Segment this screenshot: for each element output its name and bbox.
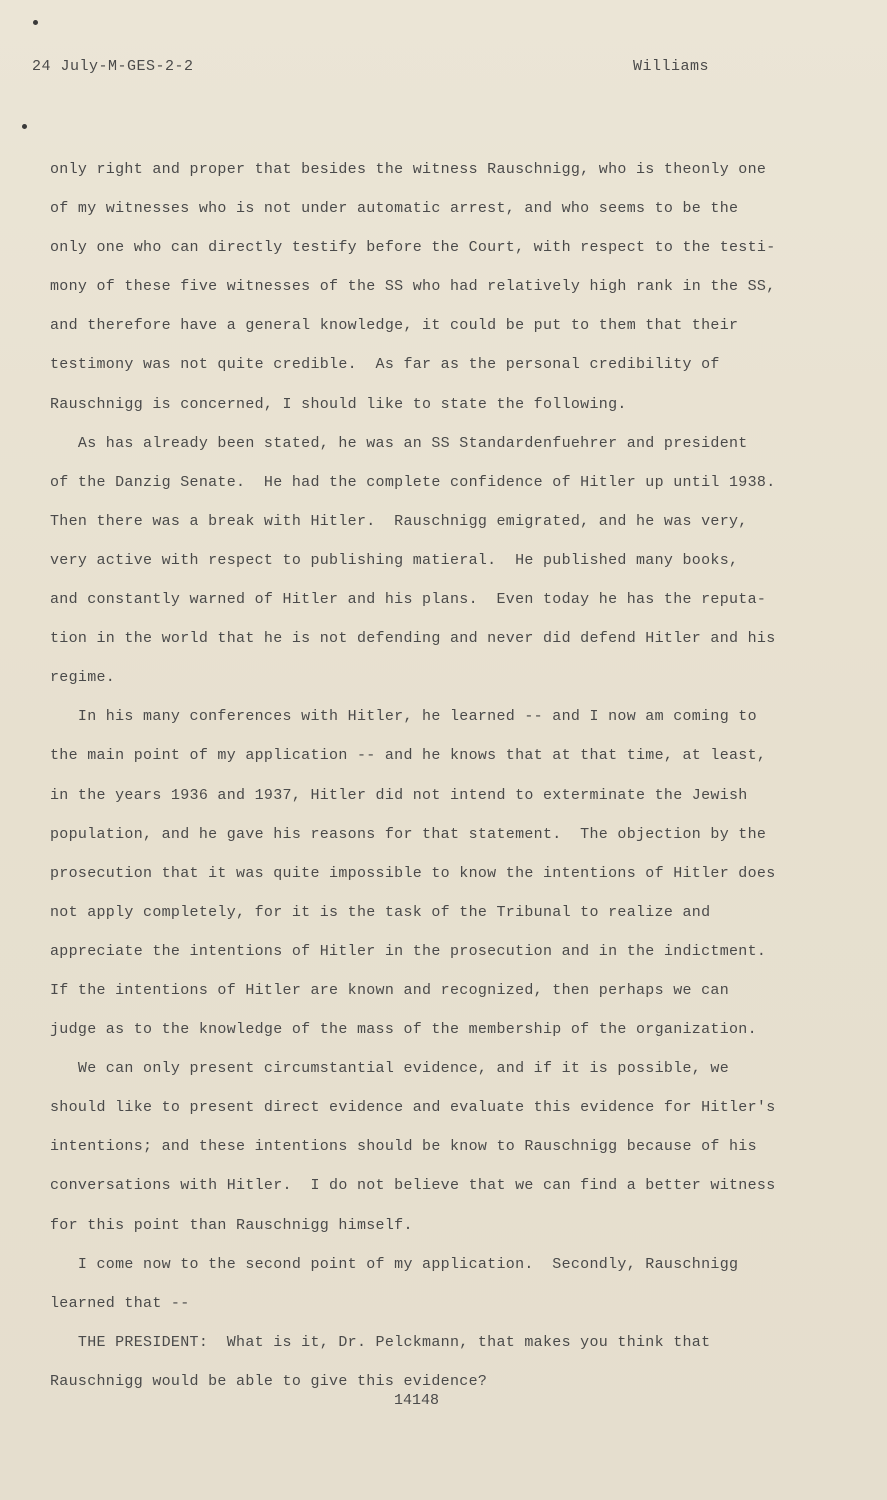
text-line: Then there was a break with Hitler. Rauschnigg emigrated, and he was very,: [50, 512, 748, 530]
page-number: 14148: [394, 1392, 440, 1409]
text-line: only one who can directly testify before the Court, with respect to the testi-: [50, 239, 776, 257]
transcript-body: [50, 150, 820, 1401]
text-line: If the intentions of Hitler are known and recognized, then perhaps we can: [50, 981, 730, 999]
text-line: regime.: [50, 669, 116, 687]
text-line: THE PRESIDENT: What is it, Dr. Pelckmann, that makes you think that: [50, 1333, 711, 1351]
text-line: appreciate the intentions of Hitler in the prosecution and in the indictment.: [50, 942, 767, 960]
text-line: judge as to the knowledge of the mass of the membership of the organization.: [50, 1021, 757, 1039]
text-line: As has already been stated, he was an SS Standardenfuehrer and president: [50, 434, 748, 452]
text-line: very active with respect to publishing matieral. He published many books,: [50, 551, 739, 569]
header-reporter-name: Williams: [633, 58, 710, 75]
text-line: tion in the world that he is not defending and never did defend Hitler and his: [50, 630, 776, 648]
header-file-code: 24 July-M-GES-2-2: [32, 58, 194, 75]
punch-hole-mark: [22, 124, 27, 129]
text-line: learned that --: [50, 1294, 190, 1312]
text-line: of my witnesses who is not under automatic arrest, and who seems to be the: [50, 200, 739, 218]
text-line: of the Danzig Senate. He had the complete confidence of Hitler up until 1938.: [50, 473, 776, 491]
text-line: mony of these five witnesses of the SS who had relatively high rank in the SS,: [50, 278, 776, 296]
text-line: only right and proper that besides the witness Rauschnigg, who is theonly one: [50, 161, 767, 178]
text-line: testimony was not quite credible. As far as the personal credibility of: [50, 356, 720, 374]
text-line: population, and he gave his reasons for that statement. The objection by the: [50, 825, 767, 843]
text-line: should like to present direct evidence and evaluate this evidence for Hitler's: [50, 1099, 776, 1117]
text-line: Rauschnigg is concerned, I should like to state the following.: [50, 395, 627, 413]
text-line: prosecution that it was quite impossible to know the intentions of Hitler does: [50, 864, 776, 882]
text-line: Rauschnigg would be able to give this evidence?: [50, 1372, 488, 1390]
text-line: the main point of my application -- and he knows that at that time, at least,: [50, 747, 767, 765]
text-line: not apply completely, for it is the task of the Tribunal to realize and: [50, 903, 711, 921]
text-line: and constantly warned of Hitler and his plans. Even today he has the reputa-: [50, 591, 767, 609]
text-line: for this point than Rauschnigg himself.: [50, 1216, 413, 1234]
text-line: I come now to the second point of my application. Secondly, Rauschnigg: [50, 1255, 739, 1273]
text-line: In his many conferences with Hitler, he learned -- and I now am coming to: [50, 708, 757, 726]
text-line: We can only present circumstantial evidence, and if it is possible, we: [50, 1060, 730, 1078]
text-line: intentions; and these intentions should be know to Rauschnigg because of his: [50, 1138, 757, 1156]
punch-hole-mark: [33, 20, 38, 25]
text-line: and therefore have a general knowledge, it could be put to them that their: [50, 317, 739, 335]
text-line: in the years 1936 and 1937, Hitler did not intend to exterminate the Jewish: [50, 786, 748, 804]
text-line: conversations with Hitler. I do not believe that we can find a better witness: [50, 1177, 776, 1195]
